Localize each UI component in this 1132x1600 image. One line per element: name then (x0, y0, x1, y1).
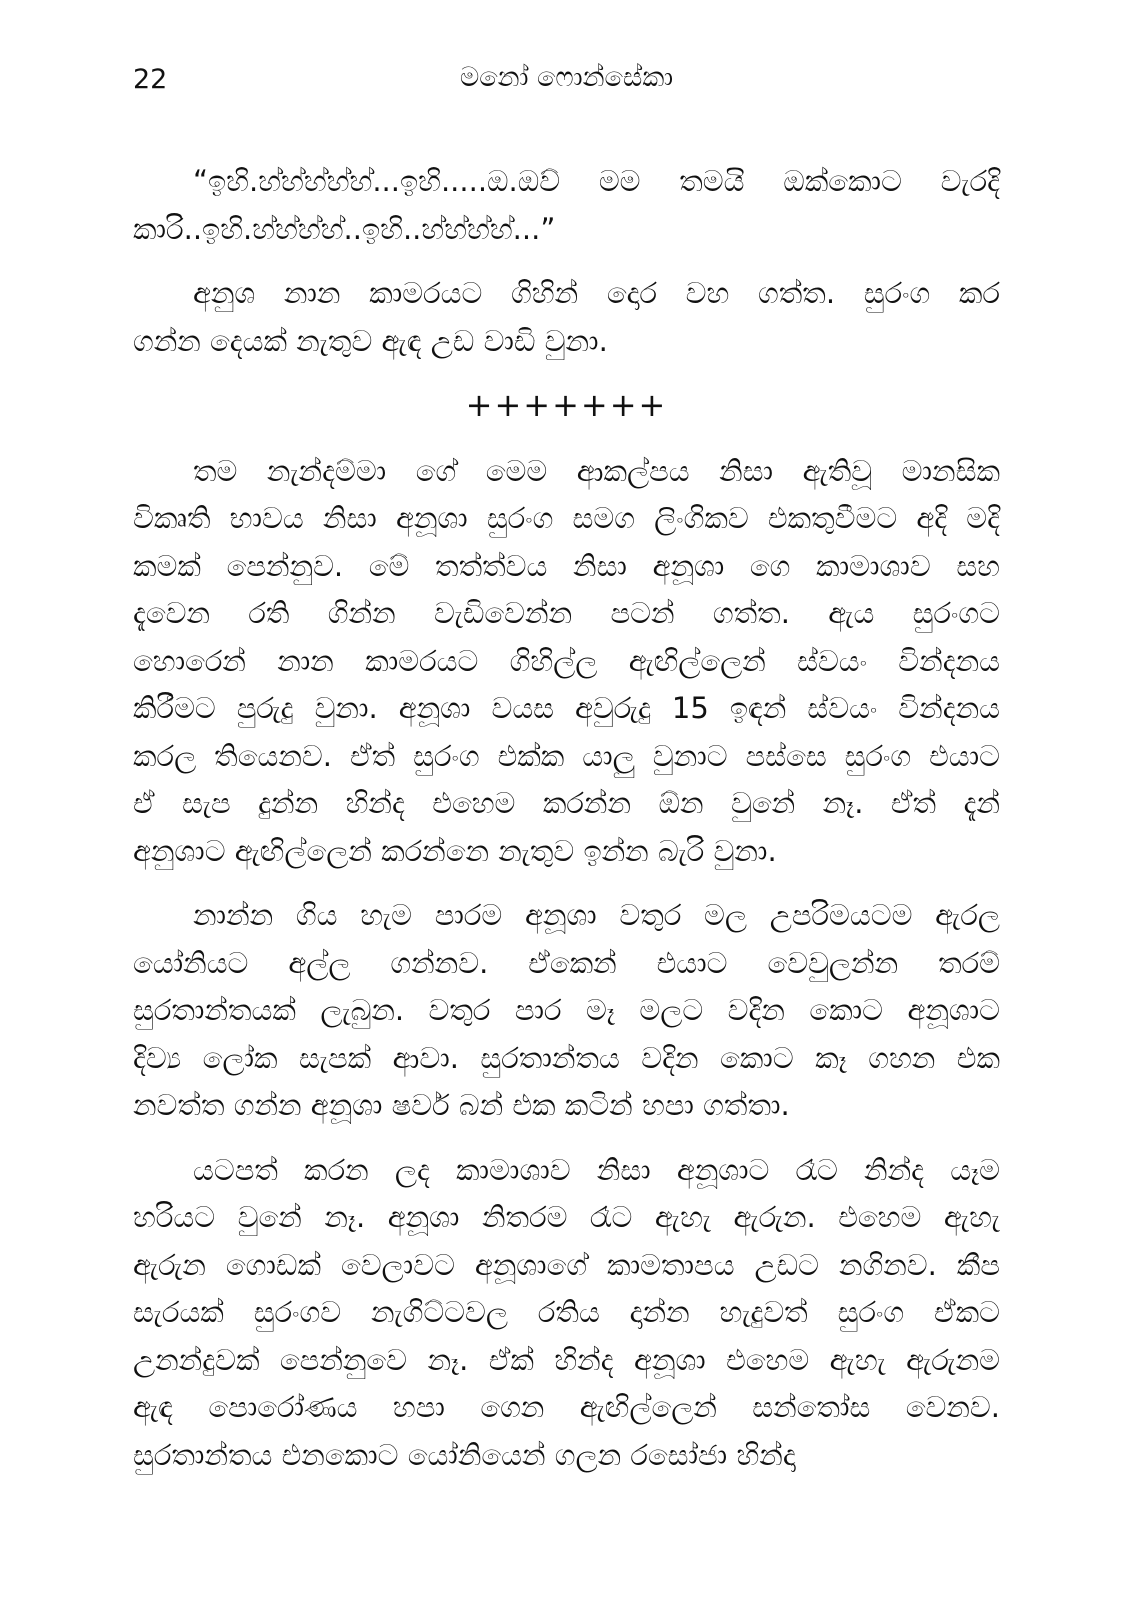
paragraph (133, 270, 1000, 365)
page-header (133, 62, 1000, 102)
text-line: යටපත් කරන ලද කාමාශාව නිසා අනූශාට රෑට නින්ද යෑම (193, 1152, 1000, 1187)
body-text-block (133, 158, 1000, 1496)
text-line: නවත්ත ගන්න අනූශා ෂවර් බන් එක කටින් හපා ගත්තා. (133, 1088, 790, 1122)
text-line: කමක් පෙන්නුව. මේ තත්ත්වය නිසා අනූශා ගෙ කාමාශාව සහ (133, 548, 1000, 583)
text-line: තම නැන්දම්මා ගේ මෙම ආකල්පය නිසා ඇතිවූ මානසික (193, 453, 1000, 488)
text-line: කිරීමට පුරුදු වුනා. අනූශා වයස අවුරුදු 15 ඉඳන් ස්වයං වින්දනය (133, 691, 1000, 725)
text-line: යෝනියට අල්ල ගන්නව. ඒකෙන් එයාට වෙවුලන්න තරම් (133, 945, 1000, 980)
text-line: හොරෙන් නාන කාමරයට ගිහිල්ල ඇඟිල්ලෙන් ස්වයං වින්දනය (133, 643, 1000, 678)
text-line: විකෘති භාවය නිසා අනූශා සුරංග සමග ලිංගිකව එකතුවීමට අදි මදි (133, 501, 1000, 535)
text-line: ගන්න දෙයක් නැතුව ඇඳ උඩ වාඩි වුනා. (133, 323, 608, 358)
text-line: ඒ සැප දුන්න හින්ද එහෙම කරන්න ඕන වුනේ නෑ. ඒත් දැන් (133, 786, 1000, 820)
text-line: සුරතාන්තය එනකොට යෝනියෙන් ගලන රසෝජා හින්දා (133, 1437, 796, 1472)
paragraph (133, 1147, 1000, 1480)
paragraph (133, 448, 1000, 876)
text-line: දැවෙන රති ගින්න වැඩිවෙන්න පටන් ගත්ත. ඇය සුරංගට (133, 596, 1000, 630)
text-line: සුරතාන්තයක් ලැබුන. වතුර පාර මෑ මලට වදින කොට අනූශාට (133, 993, 1000, 1027)
text-line: නාන්න ගිය හැම පාරම අනූශා වතුර මල උපරිමයටම ඇරල (193, 898, 1000, 932)
text-line: අනුශාට ඇඟිල්ලෙන් කරන්නෙ නැතුව ඉන්න බැරි වුනා. (133, 833, 777, 868)
running-header-title: මනෝ ෆොන්සේකා (459, 62, 674, 93)
text-line: කරල තියෙනව. ඒත් සුරංග එක්ක යාලු වුනාට පස්සෙ සුරංග එයාට (133, 738, 1000, 773)
paragraph (133, 892, 1000, 1130)
text-line: උනන්දුවක් පෙන්නුවෙ නෑ. ඒක් හින්ද අනූශා එහෙම ඇහැ ඇරුනම (133, 1342, 1000, 1377)
text-line: කාරි..ඉහි.හ්හ්හ්හ්..ඉහි..හ්හ්හ්හ්...” (133, 211, 556, 246)
text-line: සැරයක් සුරංගව නැගිට්ටවල රතිය දාන්න හැදුවත් සුරංග ඒකට (133, 1295, 1000, 1329)
paragraph (133, 158, 1000, 253)
text-line: හරියට වුනේ නෑ. අනූශා නිතරම රෑට ඇහැ ඇරුන. එහෙම ඇහැ (133, 1200, 1000, 1234)
page-number: 22 (133, 64, 168, 95)
text-line: ඇඳ පොරෝණය හපා ගෙන ඇඟිල්ලෙන් සන්තෝස වෙනව. (133, 1390, 1000, 1424)
separator-line: +++++++ (465, 386, 668, 424)
text-line: ඇරුන ගොඩක් වෙලාවට අනූශාගේ කාමතාපය උඩට නගිනව. කීප (133, 1247, 1000, 1282)
text-line: “ඉහි.හ්හ්හ්හ්හ්...ඉහි.....ඔ.ඔව් මම තමයි ඔක්කොට වැරදි (193, 164, 1000, 198)
text-line: දිව්‍ය ලෝක සැපක් ආවා. සුරතාන්තය වදින කොට කෑ ගහන එක (133, 1040, 1000, 1075)
section-separator (133, 382, 1000, 430)
text-line: අනුශ නාන කාමරයට ගිහින් දොර වහ ගත්ත. සුරංග කර (193, 276, 1000, 310)
